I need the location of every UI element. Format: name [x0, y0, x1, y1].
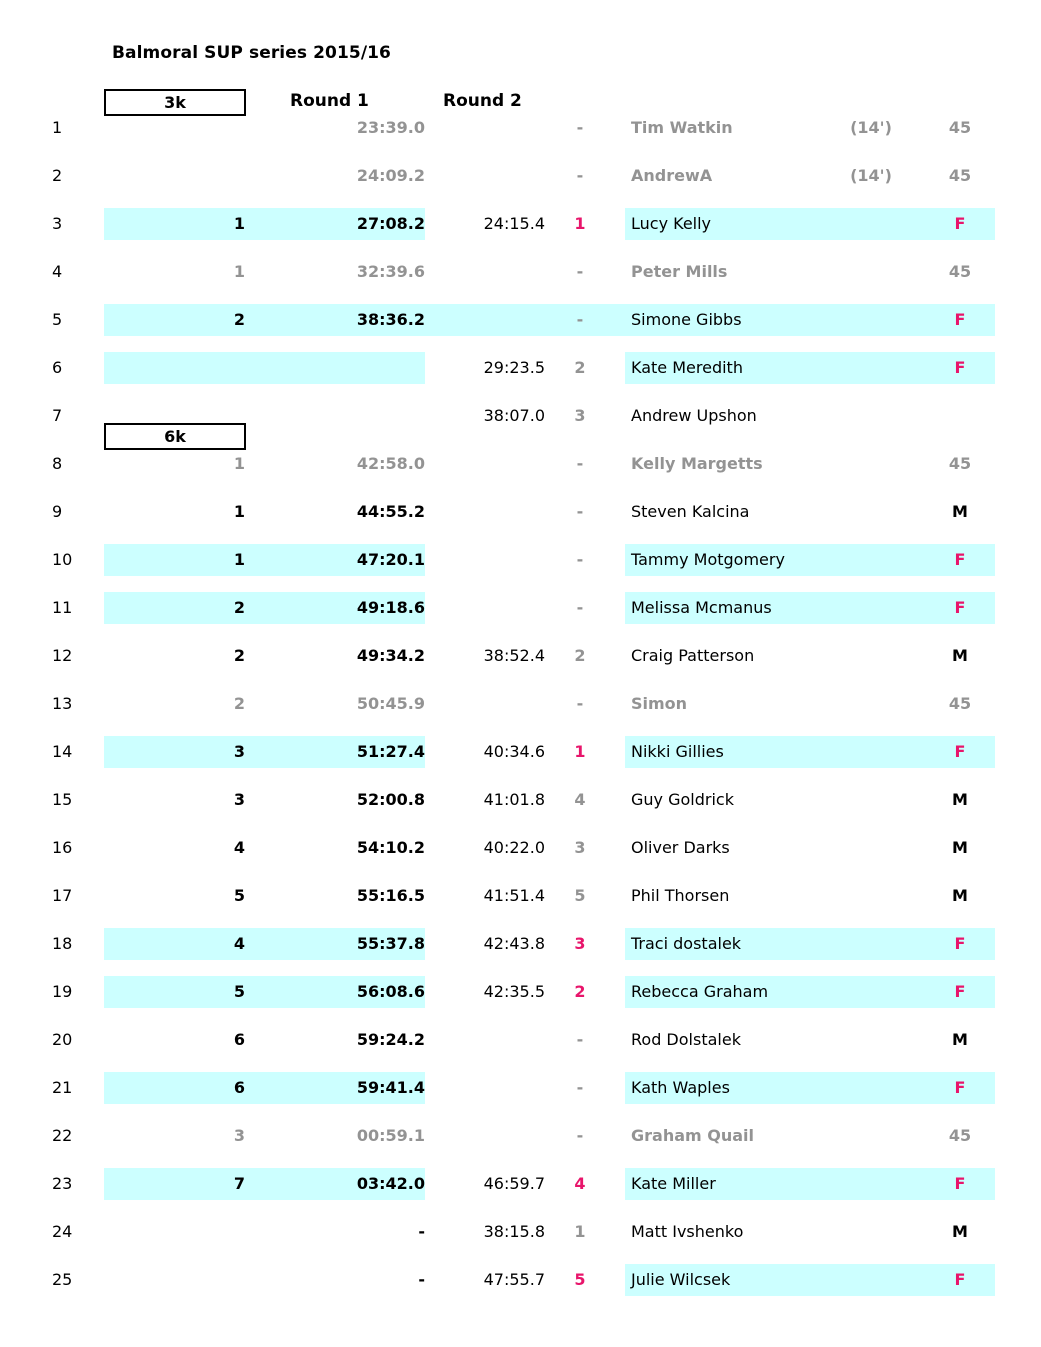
- round1-time: 59:41.4: [356, 1078, 425, 1097]
- competitor-name: Traci dostalek: [631, 934, 742, 953]
- round2-time: 38:07.0: [483, 406, 545, 425]
- column-header-round2: Round 2: [443, 91, 522, 111]
- table-row[interactable]: [0, 1160, 1041, 1208]
- round2-time: 47:55.7: [483, 1270, 545, 1289]
- competitor-name: Rebecca Graham: [631, 982, 769, 1001]
- round1-time: 38:36.2: [356, 310, 425, 329]
- round2-time: 41:51.4: [483, 886, 545, 905]
- table-row[interactable]: [0, 1016, 1041, 1064]
- category-badge: F: [954, 598, 966, 617]
- round2-rank: -: [576, 598, 584, 617]
- category-badge: M: [952, 502, 968, 521]
- rank-in-category: 7: [233, 1174, 245, 1193]
- round2-rank: 2: [574, 358, 586, 377]
- row-index: 10: [52, 550, 73, 569]
- rank-in-category: 1: [233, 502, 245, 521]
- category-badge: M: [952, 1030, 968, 1049]
- rank-in-category: 1: [233, 262, 245, 281]
- category-badge: M: [952, 886, 968, 905]
- competitor-name: Melissa Mcmanus: [631, 598, 772, 617]
- round1-time: 42:58.0: [356, 454, 425, 473]
- round2-rank: 2: [574, 646, 586, 665]
- round1-time: 55:16.5: [356, 886, 425, 905]
- competitor-name: Kate Miller: [631, 1174, 716, 1193]
- category-badge: F: [954, 982, 966, 1001]
- table-row[interactable]: [0, 1064, 1041, 1112]
- round1-time: 50:45.9: [356, 694, 425, 713]
- table-row[interactable]: [0, 296, 1041, 344]
- rank-in-category: 2: [233, 598, 245, 617]
- round1-time: 24:09.2: [356, 166, 425, 185]
- round1-time: 56:08.6: [356, 982, 425, 1001]
- rank-in-category: 6: [233, 1030, 245, 1049]
- row-index: 22: [52, 1126, 73, 1145]
- category-badge: F: [954, 358, 966, 377]
- competitor-name: Peter Mills: [631, 262, 728, 281]
- table-row[interactable]: [0, 872, 1041, 920]
- row-index: 13: [52, 694, 73, 713]
- category-badge: M: [952, 790, 968, 809]
- row-index: 20: [52, 1030, 73, 1049]
- category-badge: F: [954, 742, 966, 761]
- competitor-name: Phil Thorsen: [631, 886, 730, 905]
- competitor-name: Julie Wilcsek: [631, 1270, 731, 1289]
- round2-rank: 5: [574, 1270, 586, 1289]
- table-row[interactable]: [0, 152, 1041, 200]
- table-row[interactable]: [0, 584, 1041, 632]
- row-index: 12: [52, 646, 73, 665]
- round2-rank: -: [576, 502, 584, 521]
- competitor-name: Oliver Darks: [631, 838, 730, 857]
- rank-in-category: 2: [233, 694, 245, 713]
- round1-time: 49:18.6: [356, 598, 425, 617]
- competitor-name: Guy Goldrick: [631, 790, 734, 809]
- table-row[interactable]: [0, 824, 1041, 872]
- competitor-name: Andrew Upshon: [631, 406, 757, 425]
- rank-in-category: 1: [233, 454, 245, 473]
- table-row[interactable]: [0, 344, 1041, 392]
- rank-in-category: 4: [233, 934, 245, 953]
- round2-rank: -: [576, 118, 584, 137]
- rank-in-category: 5: [233, 982, 245, 1001]
- row-index: 9: [52, 502, 63, 521]
- round2-rank: 4: [574, 1174, 586, 1193]
- round2-rank: -: [576, 694, 584, 713]
- table-row[interactable]: [0, 968, 1041, 1016]
- competitor-name: Graham Quail: [631, 1126, 755, 1145]
- round2-time: 42:43.8: [483, 934, 545, 953]
- round1-time: 55:37.8: [356, 934, 425, 953]
- round1-time: 47:20.1: [356, 550, 425, 569]
- row-index: 23: [52, 1174, 73, 1193]
- row-index: 15: [52, 790, 73, 809]
- competitor-name: Lucy Kelly: [631, 214, 712, 233]
- category-badge: F: [954, 1078, 966, 1097]
- rank-in-category: 5: [233, 886, 245, 905]
- rank-in-category: 3: [233, 790, 245, 809]
- round2-rank: -: [576, 262, 584, 281]
- row-index: 5: [52, 310, 63, 329]
- row-index: 7: [52, 406, 63, 425]
- round2-rank: -: [576, 550, 584, 569]
- round2-rank: 5: [574, 886, 586, 905]
- rank-in-category: 1: [233, 550, 245, 569]
- round2-time: 41:01.8: [483, 790, 545, 809]
- competitor-name: Kath Waples: [631, 1078, 730, 1097]
- handicap-note: (14'): [850, 166, 892, 185]
- row-index: 4: [52, 262, 63, 281]
- table-row[interactable]: [0, 1256, 1041, 1304]
- competitor-name: Tammy Motgomery: [631, 550, 785, 569]
- table-row[interactable]: [0, 632, 1041, 680]
- row-index: 6: [52, 358, 63, 377]
- round2-rank: -: [576, 454, 584, 473]
- row-index: 18: [52, 934, 73, 953]
- row-index: 2: [52, 166, 63, 185]
- round1-time: 32:39.6: [356, 262, 425, 281]
- row-index: 8: [52, 454, 63, 473]
- row-index: 14: [52, 742, 73, 761]
- competitor-name: Kelly Margetts: [631, 454, 763, 473]
- rank-in-category: 2: [233, 310, 245, 329]
- round2-rank: -: [576, 1078, 584, 1097]
- round2-time: 38:15.8: [483, 1222, 545, 1241]
- table-row[interactable]: [0, 536, 1041, 584]
- category-badge: F: [954, 1174, 966, 1193]
- round2-time: 40:22.0: [483, 838, 545, 857]
- round2-rank: 3: [574, 406, 586, 425]
- table-row[interactable]: [0, 248, 1041, 296]
- row-index: 19: [52, 982, 73, 1001]
- competitor-name: Matt Ivshenko: [631, 1222, 744, 1241]
- competitor-name: Nikki Gillies: [631, 742, 724, 761]
- category-badge: F: [954, 310, 966, 329]
- round2-rank: 1: [574, 1222, 586, 1241]
- table-row[interactable]: [0, 200, 1041, 248]
- row-index: 11: [52, 598, 73, 617]
- round2-time: 42:35.5: [483, 982, 545, 1001]
- category-badge: 45: [948, 166, 972, 185]
- table-row[interactable]: [0, 680, 1041, 728]
- row-index: 1: [52, 118, 63, 137]
- round2-rank: 1: [574, 742, 586, 761]
- round1-time: 44:55.2: [356, 502, 425, 521]
- competitor-name: Rod Dolstalek: [631, 1030, 741, 1049]
- round1-time: -: [418, 1222, 425, 1241]
- row-index: 3: [52, 214, 63, 233]
- competitor-name: Craig Patterson: [631, 646, 755, 665]
- category-badge: M: [952, 838, 968, 857]
- category-badge: F: [954, 214, 966, 233]
- distance-label-6k: 6k: [104, 423, 246, 450]
- competitor-name: Tim Watkin: [631, 118, 733, 137]
- round1-time: -: [418, 1270, 425, 1289]
- round1-time: 51:27.4: [356, 742, 425, 761]
- distance-label-3k: 3k: [104, 89, 246, 116]
- row-highlight-left: [104, 352, 425, 384]
- category-badge: M: [952, 1222, 968, 1241]
- round1-time: 54:10.2: [356, 838, 425, 857]
- column-header-round1: Round 1: [290, 91, 369, 111]
- row-index: 21: [52, 1078, 73, 1097]
- table-row[interactable]: [0, 776, 1041, 824]
- table-row[interactable]: [0, 920, 1041, 968]
- round2-rank: 4: [574, 790, 586, 809]
- table-row[interactable]: [0, 1208, 1041, 1256]
- rank-in-category: 3: [233, 1126, 245, 1145]
- table-row[interactable]: [0, 728, 1041, 776]
- round2-time: 38:52.4: [483, 646, 545, 665]
- category-badge: 45: [948, 118, 972, 137]
- page-title: Balmoral SUP series 2015/16: [112, 43, 391, 63]
- round2-time: 24:15.4: [483, 214, 545, 233]
- round1-time: 52:00.8: [356, 790, 425, 809]
- round1-time: 03:42.0: [356, 1174, 425, 1193]
- round2-rank: -: [576, 166, 584, 185]
- table-row[interactable]: [0, 1112, 1041, 1160]
- rank-in-category: 2: [233, 646, 245, 665]
- category-badge: F: [954, 934, 966, 953]
- round2-rank: 1: [574, 214, 586, 233]
- round1-time: 23:39.0: [356, 118, 425, 137]
- category-badge: M: [952, 646, 968, 665]
- round2-time: 40:34.6: [483, 742, 545, 761]
- competitor-name: AndrewA: [631, 166, 713, 185]
- category-badge: 45: [948, 1126, 972, 1145]
- category-badge: 45: [948, 262, 972, 281]
- round2-rank: 3: [574, 838, 586, 857]
- competitor-name: Kate Meredith: [631, 358, 743, 377]
- round1-time: 49:34.2: [356, 646, 425, 665]
- category-badge: F: [954, 1270, 966, 1289]
- round2-rank: 3: [574, 934, 586, 953]
- round1-time: 00:59.1: [356, 1126, 425, 1145]
- handicap-note: (14'): [850, 118, 892, 137]
- competitor-name: Simon: [631, 694, 688, 713]
- rank-in-category: 6: [233, 1078, 245, 1097]
- round2-time: 46:59.7: [483, 1174, 545, 1193]
- rank-in-category: 1: [233, 214, 245, 233]
- round2-rank: -: [576, 1126, 584, 1145]
- row-index: 17: [52, 886, 73, 905]
- row-index: 24: [52, 1222, 73, 1241]
- round2-time: 29:23.5: [483, 358, 545, 377]
- row-index: 25: [52, 1270, 73, 1289]
- round1-time: 27:08.2: [356, 214, 425, 233]
- round1-time: 59:24.2: [356, 1030, 425, 1049]
- round2-rank: 2: [574, 982, 586, 1001]
- rank-in-category: 3: [233, 742, 245, 761]
- category-badge: 45: [948, 694, 972, 713]
- round2-rank: -: [576, 1030, 584, 1049]
- table-row[interactable]: [0, 488, 1041, 536]
- row-index: 16: [52, 838, 73, 857]
- rank-in-category: 4: [233, 838, 245, 857]
- competitor-name: Steven Kalcina: [631, 502, 750, 521]
- round2-rank: -: [576, 310, 584, 329]
- category-badge: F: [954, 550, 966, 569]
- competitor-name: Simone Gibbs: [631, 310, 742, 329]
- category-badge: 45: [948, 454, 972, 473]
